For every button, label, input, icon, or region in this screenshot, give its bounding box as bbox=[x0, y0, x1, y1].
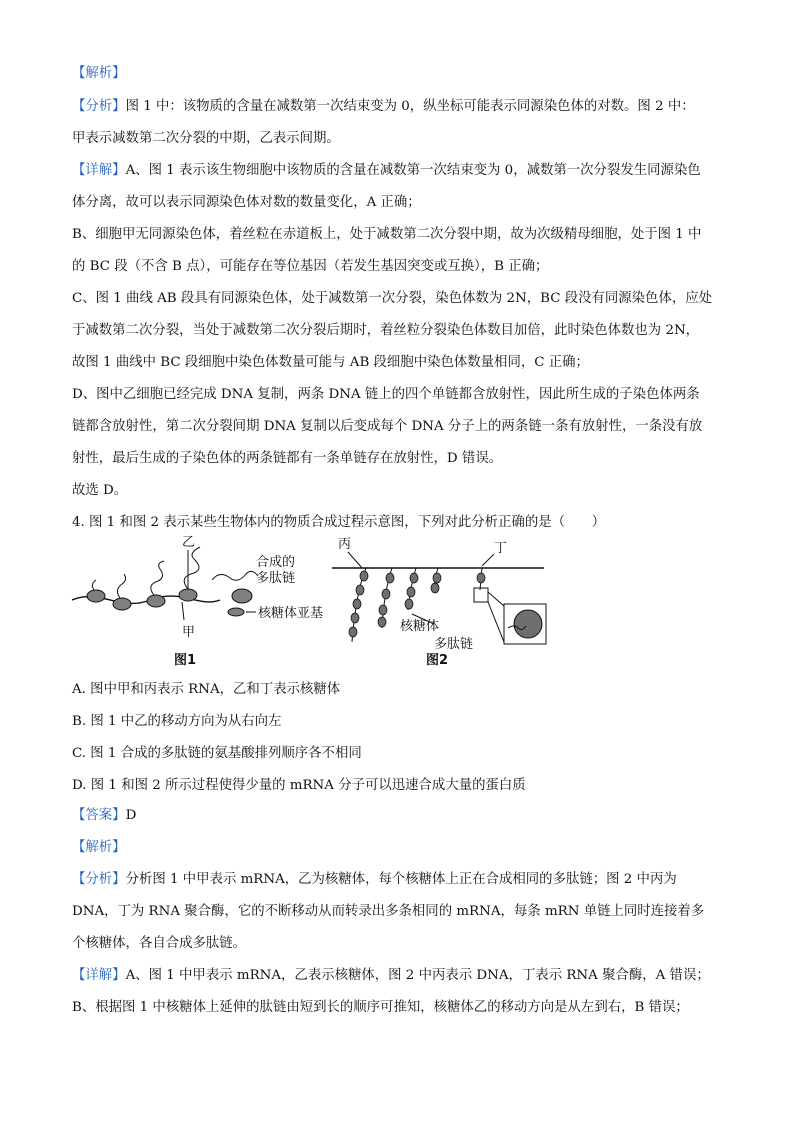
line-text: 链都含放射性，第二次分裂间期 DNA 复制以后变成每个 DNA 分子上的两条链一条有放射性，一条没有放 bbox=[72, 419, 703, 434]
bracket-label: 【分析】 bbox=[72, 872, 126, 887]
label-ribosome: 核糖体 bbox=[400, 619, 440, 634]
line-text: D. 图 1 和图 2 所示过程使得少量的 mRNA 分子可以迅速合成大量的蛋白质 bbox=[72, 778, 526, 793]
pointer-jia bbox=[182, 602, 184, 620]
ribosome-subunit-large bbox=[232, 589, 252, 603]
fig2-caption: 图2 bbox=[426, 653, 449, 668]
line-text: 射性，最后生成的子染色体的两条链都有一条单链存在放射性，D 错误。 bbox=[72, 451, 503, 466]
question-4-stem bbox=[72, 513, 605, 533]
ribosome bbox=[349, 627, 357, 637]
label-ding: 丁 bbox=[494, 541, 508, 556]
label-yi: 乙 bbox=[182, 535, 196, 550]
ribosome bbox=[431, 583, 439, 593]
line-text: C、图 1 曲线 AB 段具有同源染色体，处于减数第一次分裂，染色体数为 2N，BC 段没有同源染色体，应处 bbox=[72, 291, 713, 306]
ribosome bbox=[360, 571, 368, 581]
ribosome-subunit-small bbox=[228, 608, 244, 616]
option-b bbox=[72, 712, 281, 732]
option-a bbox=[72, 680, 340, 700]
line-7 bbox=[72, 257, 548, 277]
line-text: 故选 D。 bbox=[72, 483, 128, 498]
ribosome bbox=[378, 617, 386, 627]
label-subunit: 核糖体亚基 bbox=[258, 606, 324, 621]
zoom-ribosome bbox=[514, 610, 542, 638]
bracket-label: 【详解】 bbox=[72, 163, 126, 178]
fig1-caption: 图1 bbox=[174, 653, 197, 668]
line-text: DNA，丁为 RNA 聚合酶，它的不断移动从而转录出多条相同的 mRNA，每条 mRN 单链上同时连接着多 bbox=[72, 904, 705, 919]
pointer-bing bbox=[348, 552, 362, 568]
line-text: 4. 图 1 和图 2 表示某些生物体内的物质合成过程示意图，下列对此分析正确的是（ ） bbox=[72, 515, 606, 530]
ribosome bbox=[386, 573, 394, 583]
line-text: B、根据图 1 中核糖体上延伸的肽链由短到长的顺序可推知，核糖体乙的移动方向是从左到右，B 错误； bbox=[72, 1000, 689, 1015]
ribosome-1 bbox=[87, 590, 105, 602]
zoom-line-top bbox=[488, 592, 504, 606]
ribosome bbox=[405, 599, 413, 609]
peptide-tail-3 bbox=[151, 561, 164, 595]
ribosome-3 bbox=[147, 595, 165, 607]
ribosome bbox=[356, 585, 364, 595]
line-8 bbox=[72, 289, 712, 309]
bracket-label: 【分析】 bbox=[72, 99, 126, 114]
analysis-line-3 bbox=[72, 934, 246, 954]
bracket-label: 【解析】 bbox=[72, 66, 126, 81]
line-text: C. 图 1 合成的多肽链的氨基酸排列顺序各不相同 bbox=[72, 746, 362, 761]
released-peptide bbox=[212, 571, 258, 580]
option-c bbox=[72, 744, 362, 764]
bracket-label: 【详解】 bbox=[72, 968, 126, 983]
line-text: 个核糖体，各自合成多肽链。 bbox=[72, 936, 247, 951]
line-text: A、图 1 表示该生物细胞中该物质的含量在减数第一次结束变为 0，减数第一次分裂发生同源染色 bbox=[125, 163, 701, 178]
ribosome bbox=[379, 605, 387, 615]
pointer-ding bbox=[482, 554, 494, 566]
line-10 bbox=[72, 353, 589, 373]
label-peptide-fig2: 多肽链 bbox=[434, 637, 474, 652]
line-text: 的 BC 段（不含 B 点），可能存在等位基因（若发生基因突变或互换），B 正确； bbox=[72, 259, 549, 274]
figure-translation-diagram bbox=[70, 532, 550, 672]
line-text: D bbox=[125, 808, 137, 823]
ribosome-2 bbox=[113, 598, 131, 610]
label-peptide-2: 多肽链 bbox=[256, 571, 296, 586]
line-text: 于减数第二次分裂，当处于减数第二次分裂后期时，着丝粒分裂染色体数目加倍，此时染色体数也为 2N， bbox=[72, 323, 700, 338]
line-5 bbox=[72, 193, 421, 213]
line-text: 甲表示减数第二次分裂的中期，乙表示间期。 bbox=[72, 131, 340, 146]
line-1 bbox=[72, 64, 126, 84]
detail-line-2 bbox=[72, 998, 689, 1018]
ribosome bbox=[433, 573, 441, 583]
answer-line bbox=[72, 806, 136, 826]
line-14 bbox=[72, 481, 127, 501]
option-d bbox=[72, 776, 526, 796]
line-11 bbox=[72, 385, 700, 405]
ribosome-4 bbox=[179, 589, 197, 601]
line-text: 体分离，故可以表示同源染色体对数的数量变化，A 正确； bbox=[72, 195, 421, 210]
zoom-source-box bbox=[474, 588, 488, 602]
label-bing: 丙 bbox=[338, 537, 352, 552]
line-text: B、细胞甲无同源染色体，着丝粒在赤道板上，处于减数第二次分裂中期，故为次级精母细胞，处于图 1 中 bbox=[72, 227, 702, 242]
line-text: D、图中乙细胞已经完成 DNA 复制，两条 DNA 链上的四个单链都含放射性，因此所生成的子染色体两条 bbox=[72, 387, 700, 402]
analysis-heading bbox=[72, 838, 126, 858]
bracket-label: 【答案】 bbox=[72, 808, 126, 823]
line-4 bbox=[72, 161, 701, 181]
peptide-tail-1 bbox=[92, 580, 96, 590]
zoom-line-bottom bbox=[488, 602, 504, 642]
line-text: 故图 1 曲线中 BC 段细胞中染色体数量可能与 AB 段细胞中染色体数量相同，C 正确； bbox=[72, 355, 589, 370]
peptide-tail-2 bbox=[117, 574, 125, 598]
ribosome bbox=[407, 587, 415, 597]
analysis-line-2 bbox=[72, 902, 704, 922]
ribosome bbox=[382, 589, 390, 599]
label-jia: 甲 bbox=[182, 625, 196, 640]
line-text: 分析图 1 中甲表示 mRNA，乙为核糖体，每个核糖体上正在合成相同的多肽链；图 2 中丙为 bbox=[125, 872, 677, 887]
ribosome bbox=[353, 599, 361, 609]
ribosome bbox=[477, 573, 485, 583]
line-6 bbox=[72, 225, 701, 245]
label-peptide-1: 合成的 bbox=[256, 555, 296, 570]
detail-line-1 bbox=[72, 966, 710, 986]
line-13 bbox=[72, 449, 502, 469]
ribosome bbox=[410, 573, 418, 583]
analysis-line-1 bbox=[72, 870, 677, 890]
line-3 bbox=[72, 129, 340, 149]
line-12 bbox=[72, 417, 702, 437]
line-text: 图 1 中：该物质的含量在减数第一次结束变为 0，纵坐标可能表示同源染色体的对数。图 2 中： bbox=[125, 99, 695, 114]
line-9 bbox=[72, 321, 699, 341]
figure-svg bbox=[70, 532, 550, 672]
bracket-label: 【解析】 bbox=[72, 840, 126, 855]
line-text: A. 图中甲和丙表示 RNA，乙和丁表示核糖体 bbox=[72, 682, 341, 697]
line-text: A、图 1 中甲表示 mRNA，乙表示核糖体，图 2 中丙表示 DNA，丁表示 RNA 聚合酶，A 错误； bbox=[125, 968, 710, 983]
peptide-tail-4 bbox=[184, 547, 200, 589]
line-text: B. 图 1 中乙的移动方向为从右向左 bbox=[72, 714, 282, 729]
line-2 bbox=[72, 97, 695, 117]
ribosome bbox=[351, 613, 359, 623]
